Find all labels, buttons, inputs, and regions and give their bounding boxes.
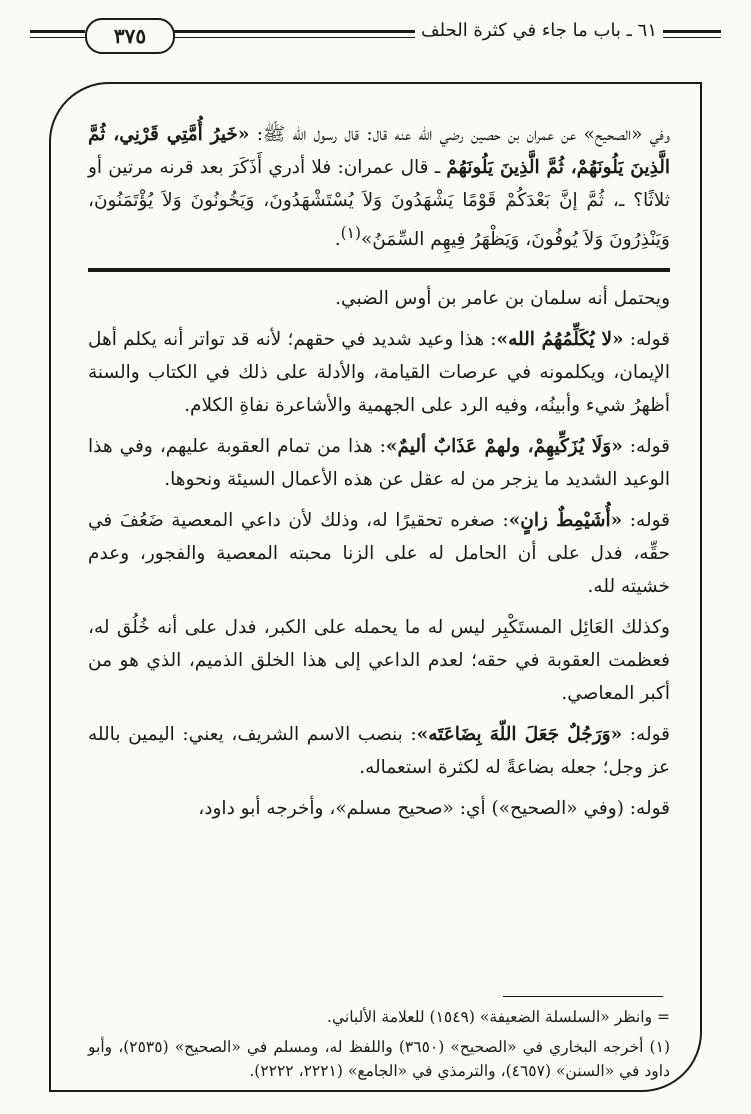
- commentary-quote: «وَرَجُلٌ جَعَلَ اللّهَ بِضَاعَتَه»: [416, 724, 623, 746]
- header-rule-left-thin: [30, 37, 85, 38]
- commentary-text: : صغره تحقيرًا له، وذلك لأن داعي المعصية ضَعُفَ في حقِّه، فدل على أن الحامل له على الزنا محبته المعصية والفجور، وعدم خشيته لله.: [88, 510, 670, 598]
- commentary-7: قوله: (وفي «الصحيح») أي: «صحيح مسلم»، وأخرجه أبو داود،: [198, 798, 670, 820]
- commentary-quote: «أُشَيْمِطٌ زانٍ»: [508, 510, 623, 532]
- commentary-4: [88, 504, 670, 603]
- commentary-1: ويحتمل أنه سلمان بن عامر بن أوس الضبي.: [335, 288, 670, 310]
- commentary-quote: «وَلَا يُزَكِّيهِمْ، ولهمْ عَذَابٌ أليمٌ»: [385, 436, 623, 458]
- footnote-continuation: = وانظر «السلسلة الضعيفة» (١٥٤٩) للعلامة الألباني.: [327, 1008, 670, 1026]
- hadith-paragraph: وفي «الصحيح» عن عمران بن حصين رضي الله عنه قال: قال رسول الله ﷺ: «خَيرُ أُمَّتِي قَرْنِي، ثُمَّ الَّذِينَ يَلُونَهُمْ، ثُمَّ الَّذِينَ يَلُونَهُمْ ـ قال عمران: فلا أدري أَذَكَرَ بعد قرنه مرتين أو ثلاثًا؟ ـ، ثُمَّ إنَّ بَعْدَكُمْ قَوْمًا يَشْهَدُونَ وَلاَ يُسْتَشْهَدُونَ، وَيَخُونُونَ وَلاَ يُؤْتَمَنُونَ، وَيَنْذِرُونَ وَلاَ يُوفُونَ، وَيَظْهَرُ فِيهِم السِّمَنُ»$^{(١)}$.: [88, 124, 671, 251]
- hadith-bold-text: «خَيرُ أُمَّتِي قَرْنِي، ثُمَّ الَّذِينَ يَلُونَهُمْ، ثُمَّ الَّذِينَ يَلُونَهُمْ: [88, 124, 670, 178]
- commentary-text: : بنصب الاسم الشريف، يعني: اليمين بالله عز وجل؛ جعله بضاعةً له لكثرة استعماله.: [88, 724, 670, 779]
- footnote-divider: [503, 996, 663, 997]
- commentary-text: : هذا من تمام العقوبة عليهم، وفي هذا الوعيد الشديد ما يزجر من له عقل عن هذه الأعمال السيئة ونحوها.: [88, 436, 670, 491]
- page-content: [88, 118, 670, 833]
- commentary-label: قوله:: [622, 510, 670, 532]
- commentary-label: قوله:: [622, 724, 670, 746]
- hadith-text: ـ قال عمران: فلا أدري أَذَكَرَ بعد قرنه مرتين أو ثلاثًا؟ ـ، ثُمَّ إنَّ بَعْدَكُمْ قَوْمًا يَشْهَدُونَ وَلاَ يُسْتَشْهَدُونَ، وَيَخُونُونَ وَلاَ يُؤْتَمَنُونَ، وَيَنْذِرُونَ وَلاَ يُوفُونَ، وَيَظْهَرُ فِيهِم السِّمَنُ»: [88, 157, 670, 251]
- page-number: ٣٧٥: [85, 18, 175, 54]
- page-header: [0, 0, 751, 80]
- footnote-ref: (١): [340, 224, 361, 242]
- footnotes: [88, 1005, 670, 1089]
- section-divider: [88, 268, 670, 272]
- footnote-1: (١) أخرجه البخاري في «الصحيح» (٣٦٥٠) واللفظ له، ومسلم في «الصحيح» (٢٥٣٥)، وأبو داود في «السنن» (٤٦٥٧)، والترمذي في «الجامع» (٢٢٢١، ٢٢٢٢).: [88, 1038, 670, 1080]
- header-rule-left: [30, 30, 85, 33]
- commentary-2: [88, 323, 670, 422]
- chapter-title: ٦١ ـ باب ما جاء في كثرة الحلف: [415, 20, 663, 41]
- hadith-intro: وفي «الصحيح» عن عمران بن حصين رضي الله عنه قال: قال رسول الله ﷺ:: [249, 124, 671, 145]
- commentary-label: قوله:: [623, 329, 670, 351]
- commentary-5: وكذلك العَائِل المستَكْبِر ليس له ما يحمله على الكبر، فدل على أنه خُلُق له، فعظمت العقوبة في حقه؛ لعدم الداعي إلى هذا الخلق الذميم، الذي هو من أكبر المعاصي.: [88, 617, 670, 705]
- commentary-label: قوله:: [622, 436, 670, 458]
- commentary-3: [88, 430, 670, 496]
- commentary-6: [88, 718, 670, 784]
- commentary-quote: «لا يُكَلِّمُهُمُ الله»: [496, 329, 624, 351]
- commentary-text: : هذا وعيد شديد في حقهم؛ لأنه قد تواتر أنه يكلم أهل الإيمان، ويكلمونه في عرصات القيامة، والأدلة على ذلك في الكتاب والسنة أظهرُ شيء وأبينُه، وفيه الرد على الجهمية والأشاعرة نفاةِ الكلام.: [88, 329, 670, 417]
